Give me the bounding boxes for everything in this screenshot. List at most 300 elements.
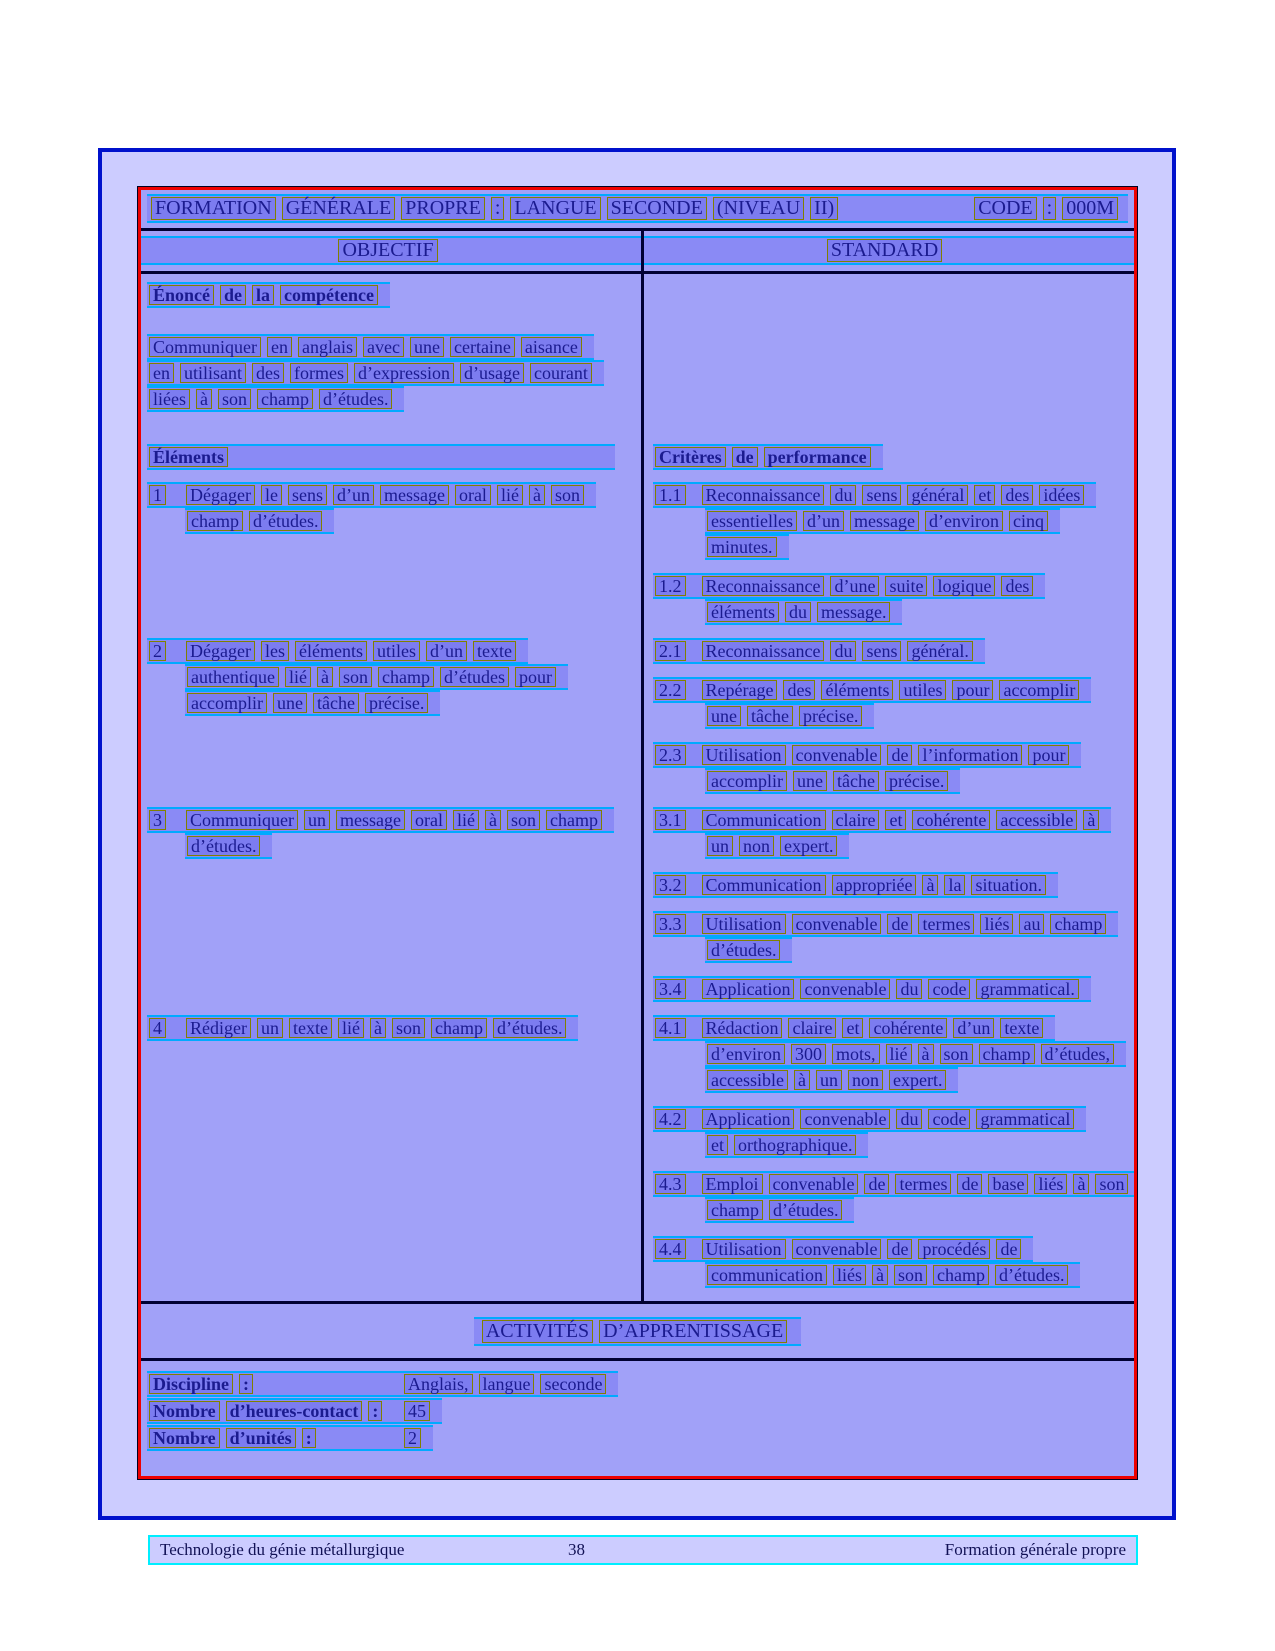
list-item <box>653 807 1137 859</box>
empty-cell <box>641 274 1137 430</box>
word-box: et <box>885 810 906 830</box>
word-box: procédés <box>918 1239 990 1259</box>
word-box: FORMATION <box>151 197 276 220</box>
list-item <box>653 1236 1137 1288</box>
word-box: CODE <box>974 197 1036 220</box>
word-box: Dégager <box>186 641 255 661</box>
word-box: du <box>896 979 922 999</box>
word-box: oral <box>411 810 447 830</box>
word-box: PROPRE <box>401 197 485 220</box>
word-box: grammatical. <box>976 979 1078 999</box>
word-box: la <box>944 875 965 895</box>
objectif-standard-grid <box>141 274 1134 1301</box>
enonce-paragraph <box>147 334 635 412</box>
footer-right-text: Formation générale propre <box>944 1540 1126 1559</box>
word-box: et <box>974 485 995 505</box>
word-box: du <box>830 641 856 661</box>
word-box: 2 <box>404 1428 421 1448</box>
word-box: et <box>842 1018 863 1038</box>
word-box: l’information <box>918 745 1022 765</box>
text-line <box>705 1041 1126 1067</box>
word-box: convenable <box>769 1174 859 1194</box>
footer-left-text: Technologie du génie métallurgique <box>160 1540 405 1559</box>
word-box: Utilisation <box>702 1239 786 1259</box>
item-number: 3 <box>149 810 166 830</box>
word-box: liés <box>1034 1174 1067 1194</box>
word-box: son <box>894 1265 927 1285</box>
word-box: sens <box>288 485 327 505</box>
element-cell <box>141 638 641 807</box>
word-box: d’un <box>953 1018 994 1038</box>
word-box: langue <box>479 1374 535 1394</box>
word-box: STANDARD <box>827 239 942 262</box>
word-box: tâche <box>747 706 793 726</box>
word-box: liés <box>980 914 1013 934</box>
word-box: à <box>918 1044 934 1064</box>
word-box: ACTIVITÉS <box>482 1320 593 1343</box>
word-box: à <box>794 1070 810 1090</box>
text-line <box>653 1236 1033 1262</box>
word-box: texte <box>289 1018 332 1038</box>
text-line <box>185 508 334 534</box>
word-box: au <box>1019 914 1044 934</box>
word-box: 300 <box>791 1044 826 1064</box>
word-box: OBJECTIF <box>338 239 437 262</box>
item-number: 4.2 <box>655 1109 686 1129</box>
word-box: message <box>850 511 919 531</box>
text-line <box>705 599 902 625</box>
word-box: général <box>907 485 968 505</box>
word-box: d’études. <box>995 1265 1068 1285</box>
word-box: tâche <box>833 771 879 791</box>
word-box: champ <box>1050 914 1106 934</box>
column-header-objectif <box>141 239 641 262</box>
word-box: suite <box>885 576 927 596</box>
word-box: son <box>551 485 584 505</box>
word-box: accomplir <box>187 693 267 713</box>
text-line <box>653 1171 1137 1197</box>
text-line <box>653 872 1058 898</box>
word-box: Reconnaissance <box>702 641 825 661</box>
word-box: des <box>1001 485 1033 505</box>
text-line <box>705 1197 854 1223</box>
word-box: Dégager <box>186 485 255 505</box>
item-number: 1.2 <box>655 576 686 596</box>
item-number: 2.2 <box>655 680 686 700</box>
word-box: d’études, <box>1041 1044 1114 1064</box>
item-number: 2 <box>149 641 166 661</box>
word-box: lié <box>285 667 311 687</box>
word-box: d’une <box>830 576 879 596</box>
word-box: du <box>785 602 811 622</box>
word-box: à <box>1073 1174 1089 1194</box>
word-box: d’études. <box>187 836 260 856</box>
word-box: situation. <box>971 875 1046 895</box>
word-box: champ <box>979 1044 1035 1064</box>
word-box: non <box>739 836 774 856</box>
word-box: tâche <box>313 693 359 713</box>
field-label <box>149 1374 404 1394</box>
text-line <box>147 482 596 508</box>
element-cell <box>141 1015 641 1301</box>
word-box: avec <box>363 337 404 357</box>
text-line <box>653 573 1045 599</box>
word-box: la <box>252 285 274 305</box>
footer-page-number: 38 <box>568 1540 585 1559</box>
word-box: base <box>988 1174 1028 1194</box>
word-box: claire <box>832 810 880 830</box>
word-box: Rédaction <box>702 1018 783 1038</box>
word-box: expert. <box>780 836 837 856</box>
word-box: lié <box>497 485 523 505</box>
word-box: performance <box>764 447 871 467</box>
word-box: un <box>257 1018 283 1038</box>
elements-title-cell <box>141 430 641 482</box>
word-box: claire <box>788 1018 836 1038</box>
list-item <box>653 482 1137 560</box>
word-box: utiles <box>899 680 946 700</box>
word-box: le <box>261 485 282 505</box>
word-box: cohérente <box>869 1018 947 1038</box>
word-box: lié <box>886 1044 912 1064</box>
text-line <box>705 937 792 963</box>
word-box: de <box>220 285 246 305</box>
criteria-cell <box>641 482 1137 638</box>
element-cell <box>141 482 641 638</box>
word-box: lié <box>453 810 479 830</box>
word-box: convenable <box>792 1239 882 1259</box>
text-line <box>705 1262 1080 1288</box>
item-number: 3.2 <box>655 875 686 895</box>
word-box: éléments <box>707 602 779 622</box>
word-box: Communiquer <box>149 337 261 357</box>
word-box: champ <box>431 1018 487 1038</box>
word-box: Communication <box>702 875 826 895</box>
text-line <box>705 1132 868 1158</box>
list-item <box>147 1015 635 1041</box>
word-box: d’usage <box>460 363 524 383</box>
word-box: de <box>732 447 758 467</box>
text-line <box>185 664 568 690</box>
word-box: message <box>336 810 405 830</box>
elements-title <box>147 444 615 470</box>
text-line <box>653 911 1118 937</box>
text-line <box>705 1067 958 1093</box>
text-line <box>147 386 404 412</box>
word-box: texte <box>1000 1018 1043 1038</box>
word-box: pour <box>515 667 556 687</box>
word-box: de <box>887 745 912 765</box>
word-box: à <box>317 667 333 687</box>
word-box: Utilisation <box>702 914 786 934</box>
course-table-inner <box>138 187 1137 1479</box>
word-box: de <box>996 1239 1021 1259</box>
word-box: accomplir <box>707 771 787 791</box>
word-box: Anglais, <box>404 1374 473 1394</box>
word-box: D’APPRENTISSAGE <box>599 1320 787 1343</box>
word-box: une <box>273 693 307 713</box>
word-box: compétence <box>280 285 378 305</box>
list-item <box>147 482 635 534</box>
word-box: précise. <box>365 693 428 713</box>
criteres-title-cell <box>641 430 1137 482</box>
activites-fields <box>141 1361 1134 1451</box>
word-box: sens <box>862 641 901 661</box>
word-box: d’études <box>440 667 509 687</box>
word-box: à <box>370 1018 386 1038</box>
item-number: 3.4 <box>655 979 686 999</box>
word-box: à <box>196 389 212 409</box>
word-box: (NIVEAU <box>713 197 804 220</box>
text-line <box>705 703 874 729</box>
word-box: Reconnaissance <box>702 576 825 596</box>
list-item <box>653 872 1137 898</box>
list-item <box>147 807 635 859</box>
word-box: formes <box>290 363 348 383</box>
field-line <box>147 1398 442 1424</box>
word-box: convenable <box>792 914 882 934</box>
word-box: des <box>783 680 815 700</box>
course-table <box>137 186 1138 1480</box>
criteria-cell <box>641 807 1137 1015</box>
text-line <box>147 1015 578 1041</box>
word-box: appropriée <box>832 875 917 895</box>
word-box: message <box>380 485 449 505</box>
text-line <box>653 677 1091 703</box>
word-box: cohérente <box>912 810 990 830</box>
word-box: utiles <box>373 641 420 661</box>
word-box: précise. <box>885 771 948 791</box>
word-box: courant <box>530 363 592 383</box>
word-box: seconde <box>540 1374 606 1394</box>
word-box: d’études. <box>249 511 322 531</box>
word-box: une <box>707 706 741 726</box>
word-box: Rédiger <box>186 1018 251 1038</box>
field-label <box>149 1401 404 1421</box>
word-box: en <box>267 337 292 357</box>
word-box: de <box>887 914 912 934</box>
enonce-cell <box>141 274 641 430</box>
word-box: Repérage <box>702 680 778 700</box>
column-header-band <box>141 236 1134 265</box>
column-divider <box>641 231 644 1301</box>
word-box: code <box>928 1109 970 1129</box>
word-box: d’un <box>333 485 374 505</box>
item-number: 2.3 <box>655 745 686 765</box>
objectif-standard-section <box>141 231 1134 1301</box>
word-box: et <box>707 1135 728 1155</box>
word-box: d’études. <box>493 1018 566 1038</box>
word-box: d’études. <box>707 940 780 960</box>
word-box: sens <box>862 485 901 505</box>
word-box: LANGUE <box>510 197 600 220</box>
word-box: : <box>239 1374 253 1394</box>
text-line <box>147 638 528 664</box>
word-box: 45 <box>404 1401 430 1421</box>
enonce-title <box>147 282 390 308</box>
word-box: accessible <box>996 810 1077 830</box>
word-box: du <box>896 1109 922 1129</box>
word-box: cinq <box>1009 511 1048 531</box>
word-box: général. <box>907 641 972 661</box>
column-header-row <box>141 231 1134 271</box>
word-box: code <box>928 979 970 999</box>
word-box: son <box>1095 1174 1128 1194</box>
word-box: éléments <box>821 680 893 700</box>
word-box: champ <box>378 667 434 687</box>
list-item <box>653 911 1137 963</box>
page-footer <box>148 1535 1138 1565</box>
list-item <box>653 573 1137 625</box>
word-box: à <box>872 1265 888 1285</box>
criteria-cell <box>641 638 1137 807</box>
word-box: des <box>252 363 284 383</box>
word-box: Discipline <box>149 1374 233 1394</box>
text-line <box>653 1106 1086 1132</box>
text-line <box>653 1015 1055 1041</box>
word-box: d’unités <box>226 1428 296 1448</box>
word-box: champ <box>546 810 602 830</box>
word-box: orthographique. <box>734 1135 856 1155</box>
word-box: son <box>507 810 540 830</box>
list-item <box>653 976 1137 1002</box>
field-label <box>149 1428 404 1448</box>
word-box: d’un <box>803 511 844 531</box>
word-box: à <box>529 485 545 505</box>
word-box: d’études. <box>319 389 392 409</box>
word-box: un <box>707 836 733 856</box>
word-box: expert. <box>889 1070 946 1090</box>
word-box: son <box>392 1018 425 1038</box>
element-cell <box>141 807 641 1015</box>
word-box: II) <box>810 197 838 220</box>
text-line <box>653 742 1081 768</box>
word-box: champ <box>933 1265 989 1285</box>
list-item <box>653 1106 1137 1158</box>
word-box: à <box>1083 810 1099 830</box>
word-box: accomplir <box>999 680 1079 700</box>
word-box: son <box>339 667 372 687</box>
text-line <box>185 833 272 859</box>
word-box: texte <box>473 641 516 661</box>
word-box: en <box>149 363 174 383</box>
list-item <box>653 638 1137 664</box>
word-box: : <box>302 1428 316 1448</box>
word-box: 000M <box>1062 197 1118 220</box>
word-box: Application <box>702 1109 795 1129</box>
word-box: lié <box>338 1018 364 1038</box>
text-line <box>653 807 1111 833</box>
word-box: son <box>940 1044 973 1064</box>
word-box: Nombre <box>149 1401 220 1421</box>
word-box: logique <box>933 576 995 596</box>
word-box: d’expression <box>354 363 454 383</box>
word-box: champ <box>707 1200 763 1220</box>
word-box: d’heures-contact <box>226 1401 363 1421</box>
word-box: Éléments <box>149 447 228 467</box>
word-box: accessible <box>707 1070 788 1090</box>
word-box: convenable <box>800 1109 890 1129</box>
word-box: : <box>368 1401 382 1421</box>
word-box: Utilisation <box>702 745 786 765</box>
word-box: Emploi <box>702 1174 763 1194</box>
word-box: d’études. <box>769 1200 842 1220</box>
word-box: pour <box>952 680 993 700</box>
word-box: idées <box>1039 485 1084 505</box>
word-box: : <box>491 197 505 220</box>
word-box: Communication <box>702 810 826 830</box>
table-title-band <box>147 194 1128 223</box>
word-box: éléments <box>295 641 367 661</box>
text-line <box>653 976 1091 1002</box>
word-box: certaine <box>450 337 515 357</box>
word-box: Nombre <box>149 1428 220 1448</box>
item-number: 4.3 <box>655 1174 686 1194</box>
word-box: Critères <box>655 447 726 467</box>
word-box: à <box>922 875 938 895</box>
word-box: champ <box>187 511 243 531</box>
word-box: convenable <box>800 979 890 999</box>
word-box: termes <box>895 1174 951 1194</box>
activites-row <box>141 1304 1134 1358</box>
word-box: de <box>887 1239 912 1259</box>
word-box: Communiquer <box>186 810 298 830</box>
text-line <box>147 334 594 360</box>
word-box: de <box>864 1174 889 1194</box>
word-box: aisance <box>521 337 582 357</box>
word-box: Reconnaissance <box>702 485 825 505</box>
word-box: une <box>410 337 444 357</box>
word-box: un <box>304 810 330 830</box>
word-box: minutes. <box>707 537 777 557</box>
item-number: 3.1 <box>655 810 686 830</box>
text-line <box>705 508 1060 534</box>
document-page <box>98 148 1176 1520</box>
list-item <box>147 638 635 716</box>
list-item <box>653 677 1137 729</box>
text-line <box>705 534 789 560</box>
item-number: 4 <box>149 1018 166 1038</box>
list-item <box>653 1015 1137 1093</box>
word-box: grammatical <box>976 1109 1074 1129</box>
item-number: 1 <box>149 485 166 505</box>
word-box: utilisant <box>180 363 246 383</box>
text-line <box>653 638 985 664</box>
word-box: convenable <box>792 745 882 765</box>
field-line <box>147 1371 618 1397</box>
word-box: d’environ <box>925 511 1003 531</box>
criteria-cell <box>641 1015 1137 1301</box>
word-box: de <box>957 1174 982 1194</box>
word-box: un <box>816 1070 842 1090</box>
field-line <box>147 1425 433 1451</box>
item-number: 2.1 <box>655 641 686 661</box>
list-item <box>653 742 1137 794</box>
word-box: Énoncé <box>149 285 214 305</box>
text-line <box>147 807 614 833</box>
word-box: d’un <box>426 641 467 661</box>
text-line <box>147 360 604 386</box>
word-box: des <box>1001 576 1033 596</box>
word-box: liés <box>833 1265 866 1285</box>
word-box: mots, <box>832 1044 880 1064</box>
item-number: 1.1 <box>655 485 686 505</box>
text-line <box>705 768 960 794</box>
word-box: GÉNÉRALE <box>282 197 396 220</box>
text-line <box>185 690 440 716</box>
word-box: essentielles <box>707 511 797 531</box>
word-box: authentique <box>187 667 279 687</box>
